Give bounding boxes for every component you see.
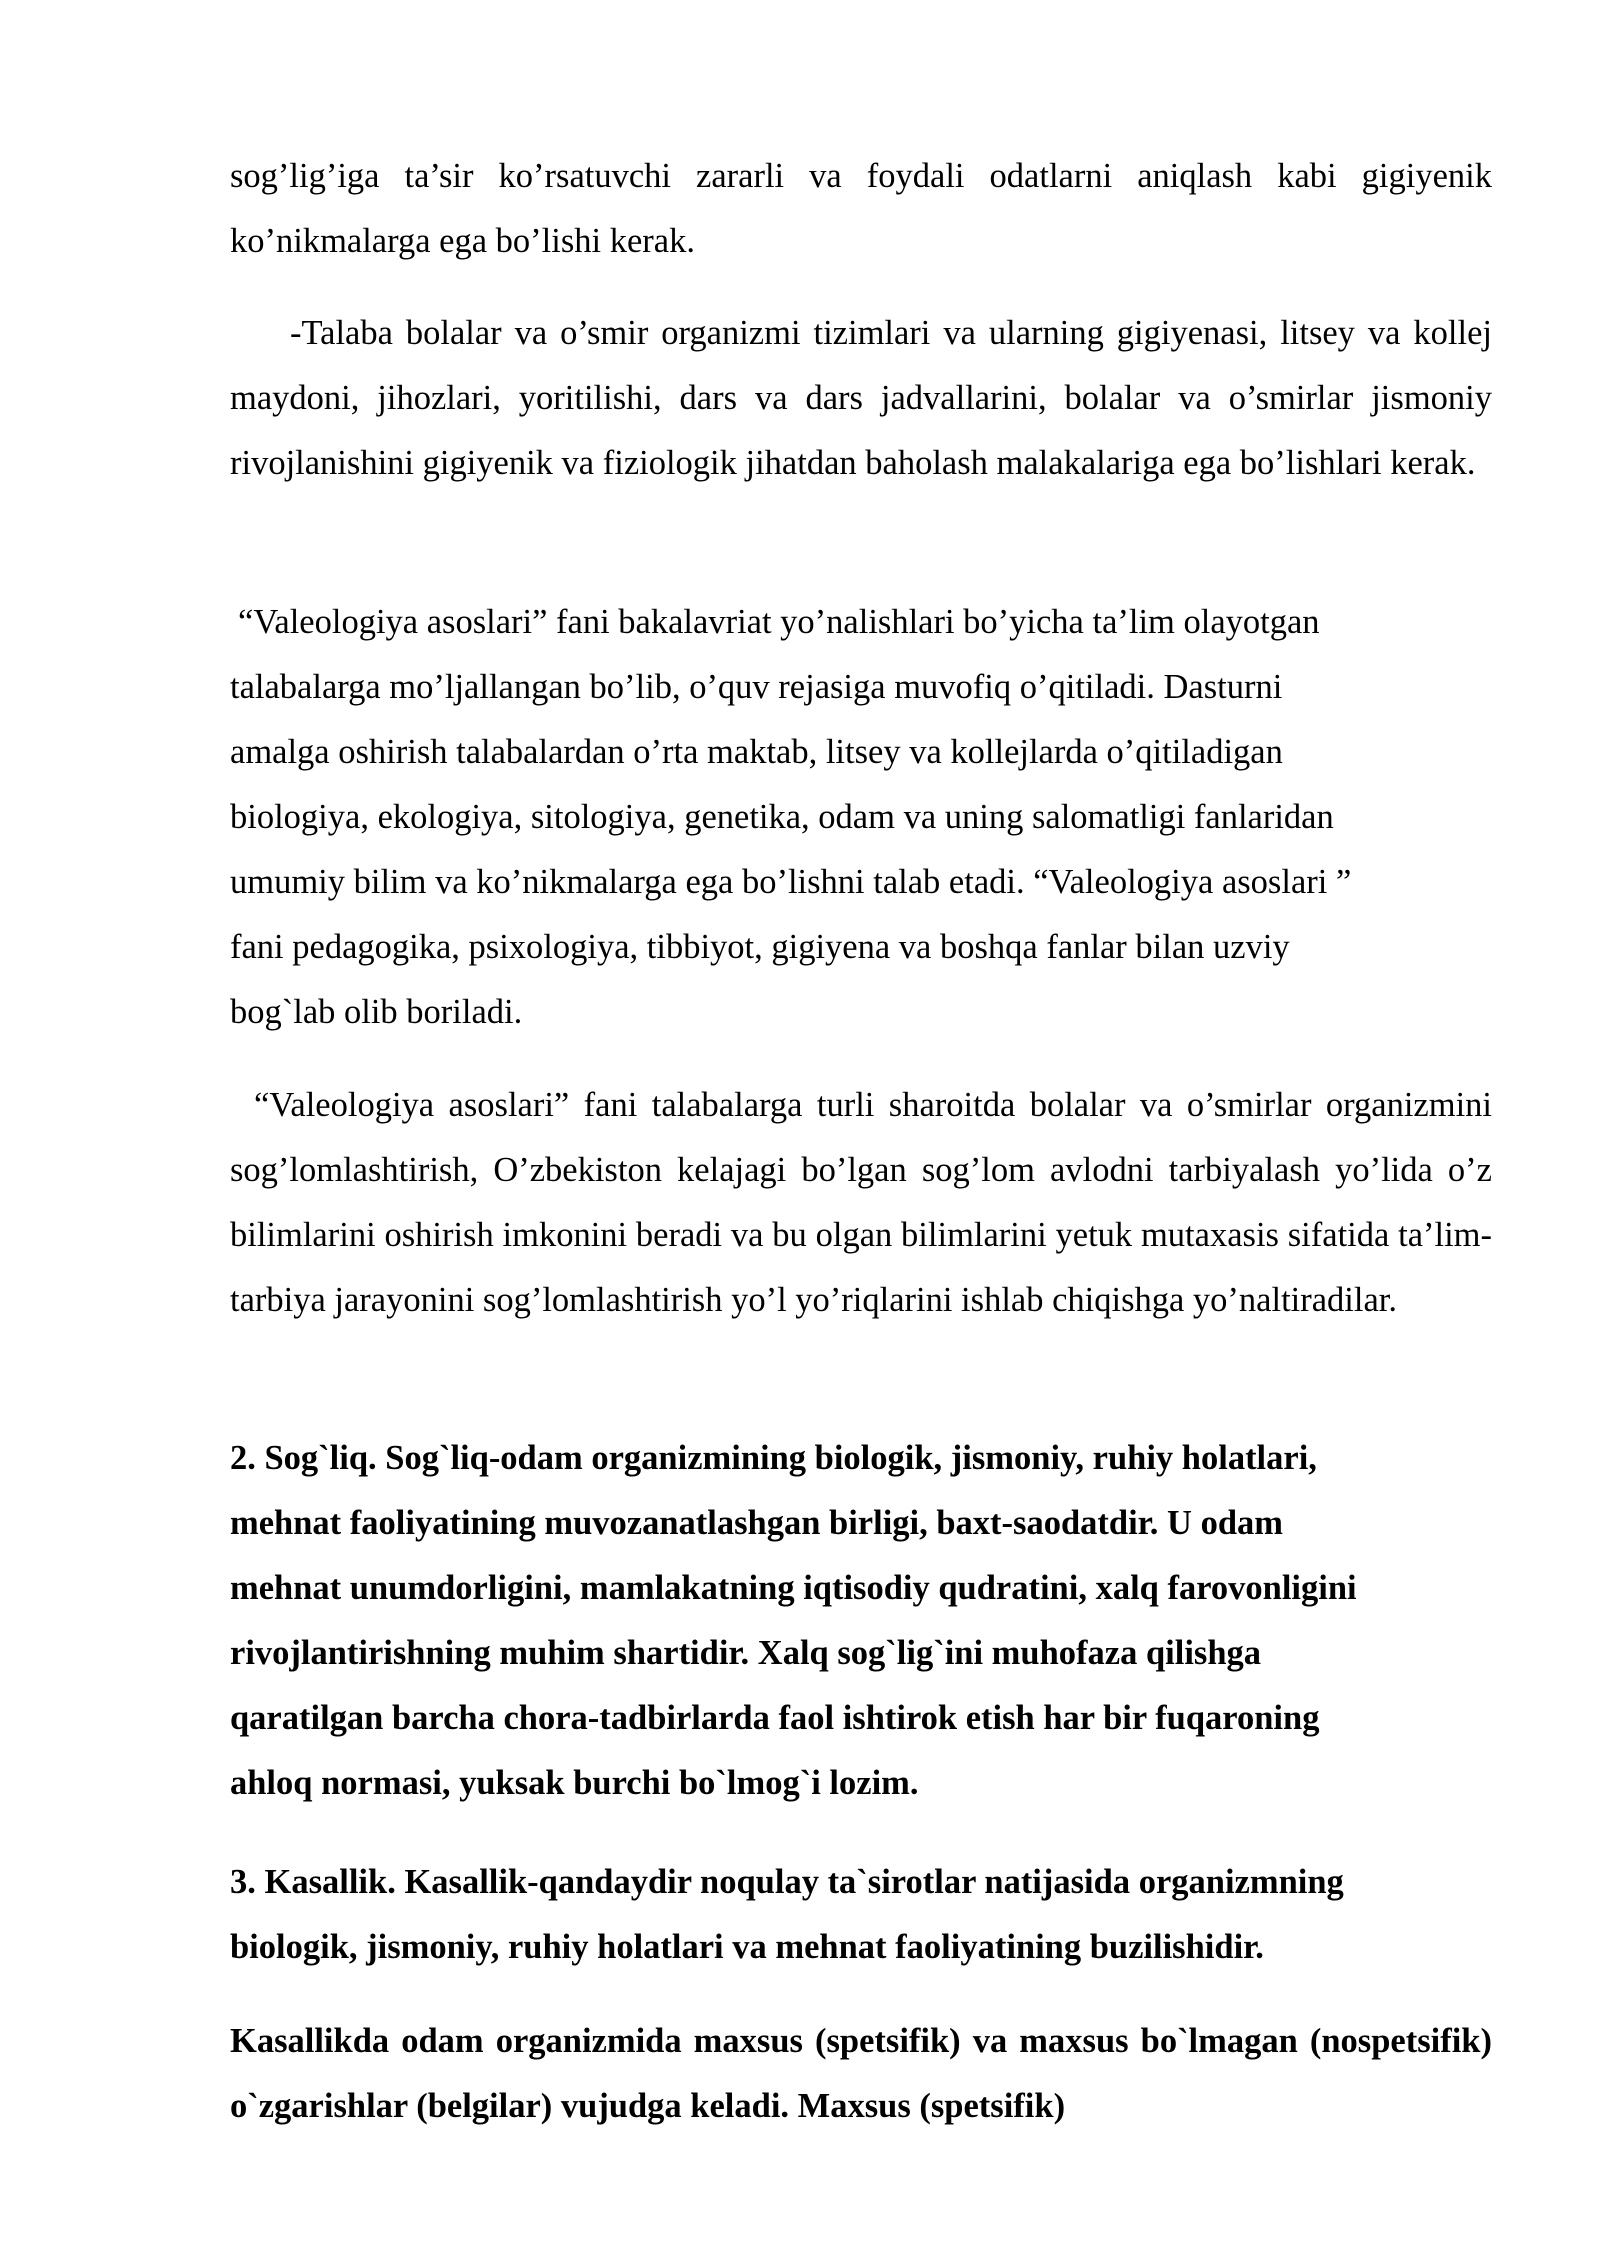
paragraph-student-skills: -Talaba bolalar va o’smir organizmi tizimlari va ularning gigiyenasi, litsey va kollej maydoni, jihozlari, yoritilishi, dars va dars jadvallarini, bolalar va o’smirlar jismoniy rivojlanishini gigiyenik va fiziologik jihatdan baholash malakalariga ega bo’lishlari kerak. [230,314,1492,482]
text-line: fani pedagogika, psixologiya, tibbiyot, gigiyena va boshqa fanlar bilan uzviy [230,928,1290,966]
section-disease-definition [230,1850,1492,1980]
text-line: qaratilgan barcha chora-tadbirlarda faol ishtirok etish har bir fuqaroning [230,1699,1320,1737]
text-line: talabalarga mo’ljallangan bo’lib, o’quv rejasiga muvofiq o’qitiladi. Dasturni [230,668,1283,706]
section-health-definition [230,1426,1492,1816]
text-line: biologik, jismoniy, ruhiy holatlari va mehnat faoliyatining buzilishidir. [230,1928,1264,1966]
text-line: bog`lab olib boriladi. [230,993,523,1031]
text-line: amalga oshirish talabalardan o’rta maktab, litsey va kollejlarda o’qitiladigan [230,733,1283,771]
text-line: “Valeologiya asoslari” fani bakalavriat yo’nalishlari bo’yicha ta’lim olayotgan [238,603,1320,641]
text-line: mehnat unumdorligini, mamlakatning iqtisodiy qudratini, xalq farovonligini [230,1569,1357,1607]
text-line: rivojlantirishning muhim shartidir. Xalq sog`lig`ini muhofaza qilishga [230,1634,1262,1672]
paragraph-course-purpose: “Valeologiya asoslari” fani talabalarga turli sharoitda bolalar va o’smirlar organizmini sog’lomlashtirish, O’zbekiston kelajagi bo’lgan sog’lom avlodni tarbiyalash yo’lida o’z bilimlarini oshirish imkonini beradi va bu olgan bilimlarini yetuk mutaxasis sifatida ta’lim-tarbiya jarayonini sog’lomlashtirish yo’l yo’riqlarini ishlab chiqishga yo’naltiradilar. [230,1086,1492,1319]
text-line: 3. Kasallik. Kasallik-qandaydir noqulay ta`sirotlar natijasida organizmning [230,1863,1344,1901]
text-line: biologiya, ekologiya, sitologiya, genetika, odam va uning salomatligi fanlaridan [230,798,1334,836]
text-line: ahloq normasi, yuksak burchi bo`lmog`i lozim. [230,1764,919,1802]
text-line: umumiy bilim va ko’nikmalarga ega bo’lishni talab etadi. “Valeologiya asoslari ” [230,863,1352,901]
text-line: mehnat faoliyatining muvozanatlashgan birligi, baxt-saodatdir. U odam [230,1504,1284,1542]
text-line: 2. Sog`liq. Sog`liq-odam organizmining biologik, jismoniy, ruhiy holatlari, [230,1439,1317,1477]
paragraph-disease-changes: Kasallikda odam organizmida maxsus (spetsifik) va maxsus bo`lmagan (nospetsifik) o`zgarishlar (belgilar) vujudga keladi. Maxsus (spetsifik) [230,2022,1492,2125]
paragraph-course-description [230,590,1492,1045]
paragraph-hygiene-skills: sog’lig’iga ta’sir ko’rsatuvchi zararli va foydali odatlarni aniqlash kabi gigiyenik ko’nikmalarga ega bo’lishi kerak. [230,157,1492,260]
